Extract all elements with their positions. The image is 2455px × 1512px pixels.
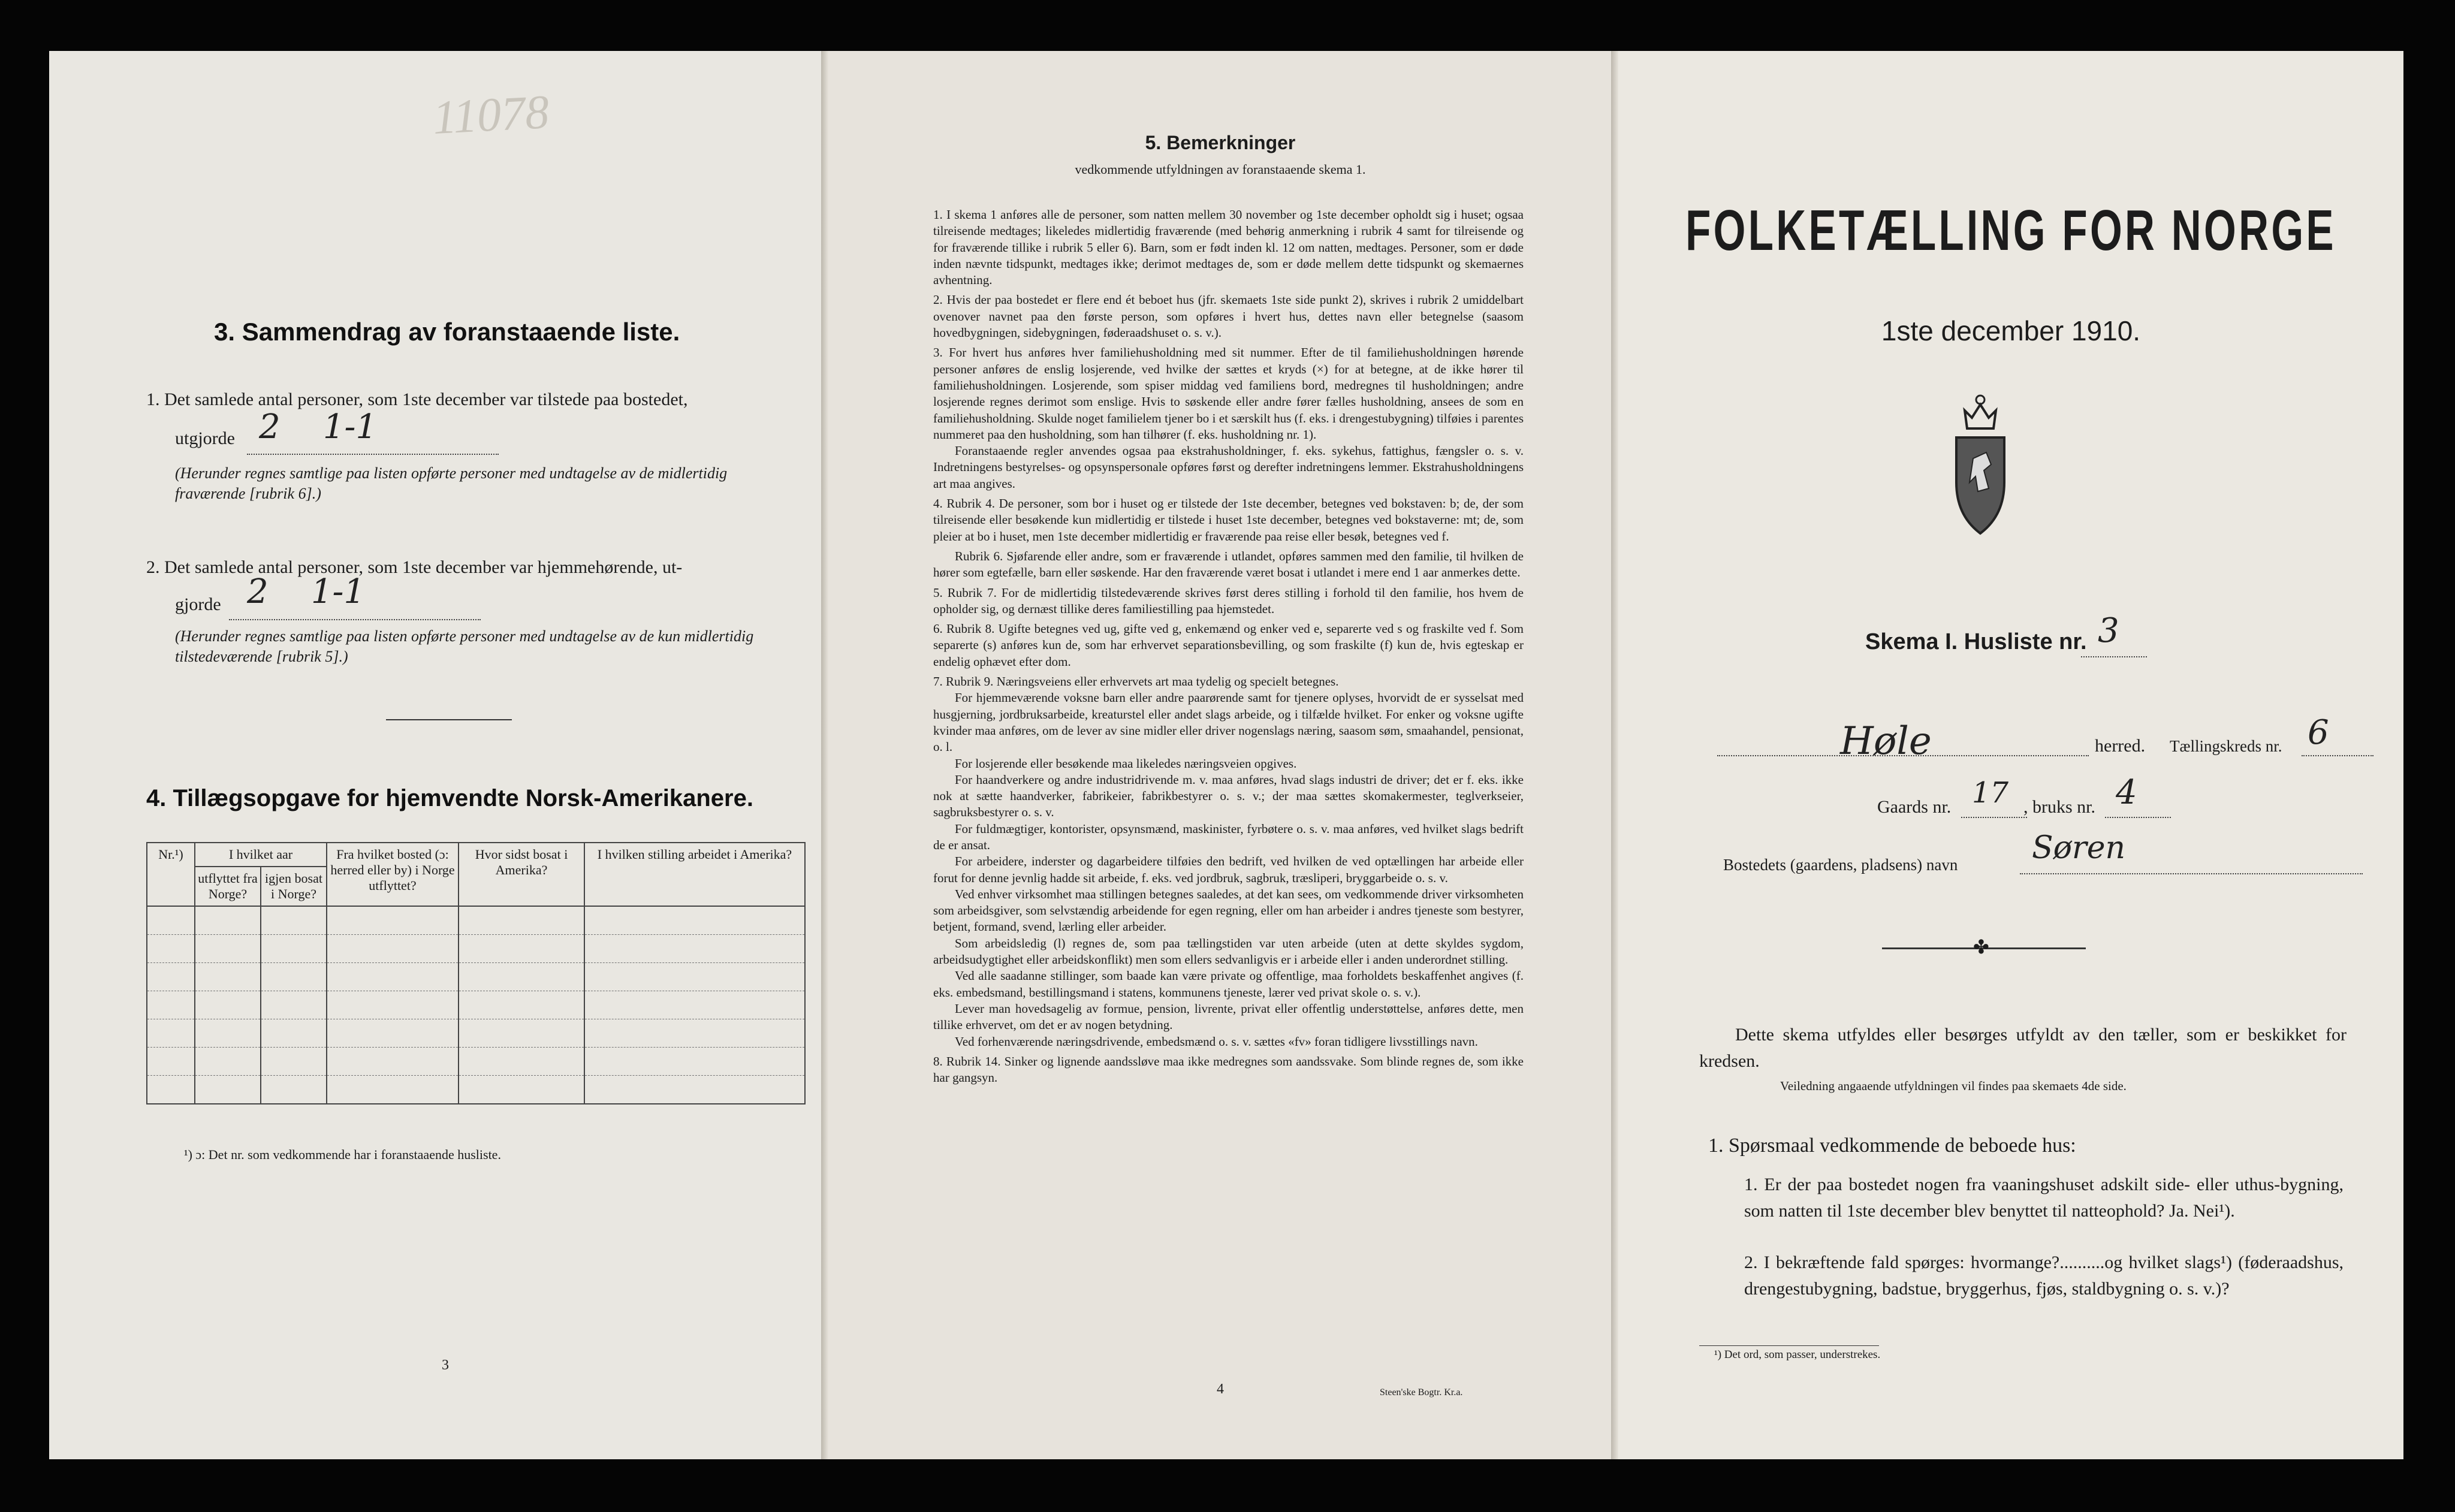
bosted-value: Søren [2032,830,2126,866]
col-from-where: Fra hvilket bosted (ɔ: herred eller by) i Norge utflyttet? [327,843,459,906]
summary-item-2-value: 2 1-1 [247,572,366,611]
summary-item-1-value: 2 1-1 [259,408,378,446]
table-row [147,1076,805,1104]
remark-paragraph: 6. Rubrik 8. Ugifte betegnes ved ug, gifte ved g, enkemænd og enker ved e, separerte ved s og fraskilte ved f. Som separerte (s) anføres kun de, som har erhvervet separationsbevilling, og som fraskilte (f) kun de, hvis egteskap er endelig ophævet efter dom. [933,621,1524,669]
question-1-title: 1. Spørsmaal vedkommende de beboede hus: [1708,1134,2076,1157]
remarks-list [933,207,1524,1086]
instruction-text: Dette skema utfyldes eller besørges utfyldt av den tæller, som er beskikket for kredsen. [1699,1025,2347,1071]
left-page [49,51,822,1459]
summary-item-1: 1. Det samlede antal personer, som 1ste december var tilstede paa bostedet, [146,390,688,409]
remark-paragraph: For hjemmeværende voksne barn eller andre paarørende samt for tjenere oplyses, hvorvidt de er sysselsat med husgjerning, jordbruksarbeide, kreaturstel eller andet slags arbeide, og i tilfælde hvilket. For enker og voksne ugifte kvinder maa anføres, om de lever av sine midler eller driver nogenslags næring, saasom søm, smaahandel, pensionat, o. l. [933,690,1524,755]
remarks-subtitle: vedkommende utfyldningen av foranstaaende skema 1. [1075,162,1366,177]
col-returned: igjen bosat i Norge? [261,867,327,906]
summary-item-2-note: (Herunder regnes samtlige paa listen opførte personer med undtagelse av de kun midlertidig tilstedeværende [rubrik 5].) [175,627,754,665]
remark-paragraph: Ved alle saadanne stillinger, som baade kan være private og offentlige, maa forholdets beskaffenhet angives (f. eks. embedsmand, bestillingsmand i statens, kommunens tjeneste, lærer ved privat skole o. s. v.). [933,968,1524,1000]
bruks-label: , bruks nr. [2023,797,2095,817]
printer-mark: Steen'ske Bogtr. Kr.a. [1380,1387,1463,1398]
section4-title: 4. Tillægsopgave for hjemvendte Norsk-Amerikanere. [146,785,753,811]
remark-paragraph: 1. I skema 1 anføres alle de personer, som natten mellem 30 november og 1ste december opholdt sig i huset; ogsaa tilreisende medtages; likeledes midlertidig fraværende (med behørig anmerkning i rubrik 4 samt for tilreisende og for fraværende tillike i rubrik 5 eller 6). Barn, som er født inden kl. 12 om natten, medtages. Personer, som er døde inden nævnte tidspunkt, medtages ikke; derimot medtages de, som er døde mellem dette tidspunkt og skemaernes avhentning. [933,207,1524,288]
remark-paragraph: For haandverkere og andre industridrivende m. v. maa anføres, hvad slags industri de driver; det er f. eks. ikke nok at sætte haandverker, fabrikeier, fabrikbestyrer o. s. v.; der maa sættes skomakermester, teglverkseier, sagbruksbestyrer o. s. v. [933,772,1524,820]
remark-paragraph: For fuldmægtiger, kontorister, opsynsmænd, maskinister, fyrbøtere o. s. v. maa anføres, ved hvilket slags bedrift de er ansat. [933,821,1524,852]
archive-stamp: 11078 [431,85,551,145]
col-nr: Nr.¹) [147,843,195,906]
col-emigrated: utflyttet fra Norge? [195,867,261,906]
col-last-residence: Hvor sidst bosat i Amerika? [459,843,584,906]
table-row [147,963,805,991]
remark-paragraph: Som arbeidsledig (l) regnes de, som paa tællingstiden var uten arbeide (uten at dette skyldes sygdom, arbeidsudygtighet eller arbeidskonflikt) men som ellers sedvanligvis er i arbeide eller i anden underordnet stilling. [933,935,1524,967]
question-1-1: 1. Er der paa bostedet nogen fra vaaningshuset adskilt side- eller uthus-bygning, som natten til 1ste december blev benyttet til natteophold? Ja. Nei¹). [1744,1175,2344,1221]
remark-paragraph: 3. For hvert hus anføres hver familiehusholdning med sit nummer. Efter de til familiehusholdningen hørende personer anføres de enslig losjerende, ved hvilke der sættes et kryds (×) for at betegne, at de ikke hører til familiehusholdningen. Losjerende, som spiser middag ved familiens bord, medregnes til husholdningen; andre losjerende regnes derimot som enslige. Hvis to søskende eller andre fører fælles husholdning, ansees de som en familiehusholdning. Skulde noget familielem tjener bo i et særskilt hus (f. eks. i drengestubygning) tilføies i parentes nummeret paa den husholdning, som han tilhører (f. eks. husholdning nr. 1). [933,345,1524,442]
remark-paragraph: 7. Rubrik 9. Næringsveiens eller erhvervets art maa tydelig og specielt betegnes. [933,674,1339,689]
ornament-icon: ✤ [1973,936,1989,958]
summary-item-2: 2. Det samlede antal personer, som 1ste december var hjemmehørende, ut- [146,557,683,577]
remark-paragraph: Rubrik 6. Sjøfarende eller andre, som er fraværende i utlandet, opføres sammen med den familie, til hvilken de hører som egtefælle, barn eller søskende. Har den fraværende været bosat i utlandet i mere end 1 aar anmerkes dette. [933,548,1524,580]
husliste-nr-value: 3 [2098,611,2119,650]
table-row [147,935,805,963]
kreds-label: Tællingskreds nr. [2170,737,2282,755]
remark-paragraph: Foranstaaende regler anvendes ogsaa paa ekstrahusholdninger, f. eks. sykehus, fattighus, fængsler o. s. v. Indretningens bestyrelses- og opsynspersonale opføres først og derefter indretningens lemmer. Ekstrahusholdningens art maa angives. [933,443,1524,491]
summary-item-2-label: gjorde [175,594,221,614]
remark-paragraph: Ved forhenværende næringsdrivende, embedsmænd o. s. v. sættes «fv» foran tidligere livsstillings navn. [955,1034,1478,1049]
census-title: FOLKETÆLLING FOR NORGE [1685,198,2336,262]
table-row [147,1019,805,1048]
col-occupation: I hvilken stilling arbeidet i Amerika? [584,843,805,906]
skema-label: Skema I. Husliste nr. [1865,629,2087,654]
footnote: ¹) Det ord, som passer, understrekes. [1714,1348,1881,1361]
summary-item-1-note: (Herunder regnes samtlige paa listen opførte personer med undtagelse av de midlertidig fraværende [rubrik 6].) [175,464,728,502]
right-page [1618,51,2403,1459]
census-date: 1ste december 1910. [1881,315,2141,346]
norway-coat-of-arms-icon [1949,387,2011,536]
guide-text: Veiledning angaaende utfyldningen vil findes paa skemaets 4de side. [1780,1079,2127,1093]
kreds-value: 6 [2308,713,2329,752]
norsk-amerikanere-table [146,842,806,1104]
bosted-label: Bostedets (gaardens, pladsens) navn [1723,856,1958,874]
bruks-value: 4 [2116,773,2137,812]
col-group-year: I hvilket aar [195,843,327,867]
table-row [147,991,805,1019]
herred-label: herred. [2095,736,2146,756]
remarks-title: 5. Bemerkninger [1145,132,1296,153]
remark-paragraph: For arbeidere, inderster og dagarbeidere tilføies den bedrift, ved hvilken de ved optællingen har arbeide eller forut for denne jevnlig hadde sit arbeide, f. eks. ved jordbruk, sagbruk, træsliperi, bryggarbeide o. s. v. [933,854,1524,885]
question-1-2: 2. I bekræftende fald spørges: hvormange?..........og hvilket slags¹) (føderaadshus, drengestubygning, badstue, bryggerhus, fjøs, staldbygning o. s. v.)? [1744,1253,2344,1299]
page-number-4: 4 [1217,1381,1224,1397]
section3-title: 3. Sammendrag av foranstaaende liste. [214,318,680,346]
remark-paragraph: Lever man hovedsagelig av formue, pension, livrente, privat eller offentlig understøttelse, anføres dette, men tillike erhvervet, om det er av nogen betydning. [933,1001,1524,1033]
gaards-label: Gaards nr. [1877,797,1952,817]
remark-paragraph: 5. Rubrik 7. For de midlertidig tilstedeværende skrives først deres stilling i forhold til den familie, hos hvem de opholder sig, og dernæst tillike deres familiestilling paa hjemstedet. [933,585,1524,616]
herred-value: Høle [1840,719,1932,763]
middle-page [828,51,1612,1459]
gaards-value: 17 [1972,776,2009,810]
remark-paragraph: Ved enhver virksomhet maa stillingen betegnes saaledes, at det kan sees, om vedkommende driver virksomheten som arbeidsgiver, som selvstændig arbeidende for egen regning, eller om han arbeider i andres tjeneste som bestyrer, betjent, formand, svend, lærling eller arbeider. [933,886,1524,934]
remark-paragraph: 4. Rubrik 4. De personer, som bor i huset og er tilstede der 1ste december, betegnes ved bokstaven: b; de, der som tilreisende eller besøkende kun midlertidig er tilstede i huset 1ste december, betegnes ved bokstaverne: mt; de, som pleier at bo i huset, men 1ste december midlertidig er fraværende paa reise eller besøk, betegnes ved f. [933,496,1524,544]
table-row [147,1048,805,1076]
table-row [147,906,805,935]
remark-paragraph: For losjerende eller besøkende maa likeledes næringsveien opgives. [955,756,1297,771]
remark-paragraph: 2. Hvis der paa bostedet er flere end ét beboet hus (jfr. skemaets 1ste side punkt 2), skrives i rubrik 2 umiddelbart ovenover navnet paa den første person, som opføres i hvert hus, dettes navn eller betegnelse (saasom hovedbygningen, sidebygningen, føderaadshuset o. s. v.). [933,292,1524,340]
table-footnote: ¹) ɔ: Det nr. som vedkommende har i foranstaaende husliste. [184,1147,501,1162]
page-number-3: 3 [442,1357,449,1373]
summary-item-1-label: utgjorde [175,428,235,448]
remark-paragraph: 8. Rubrik 14. Sinker og lignende aandssløve maa ikke medregnes som aandssvake. Som blinde regnes de, som ikke har gangsyn. [933,1054,1524,1085]
